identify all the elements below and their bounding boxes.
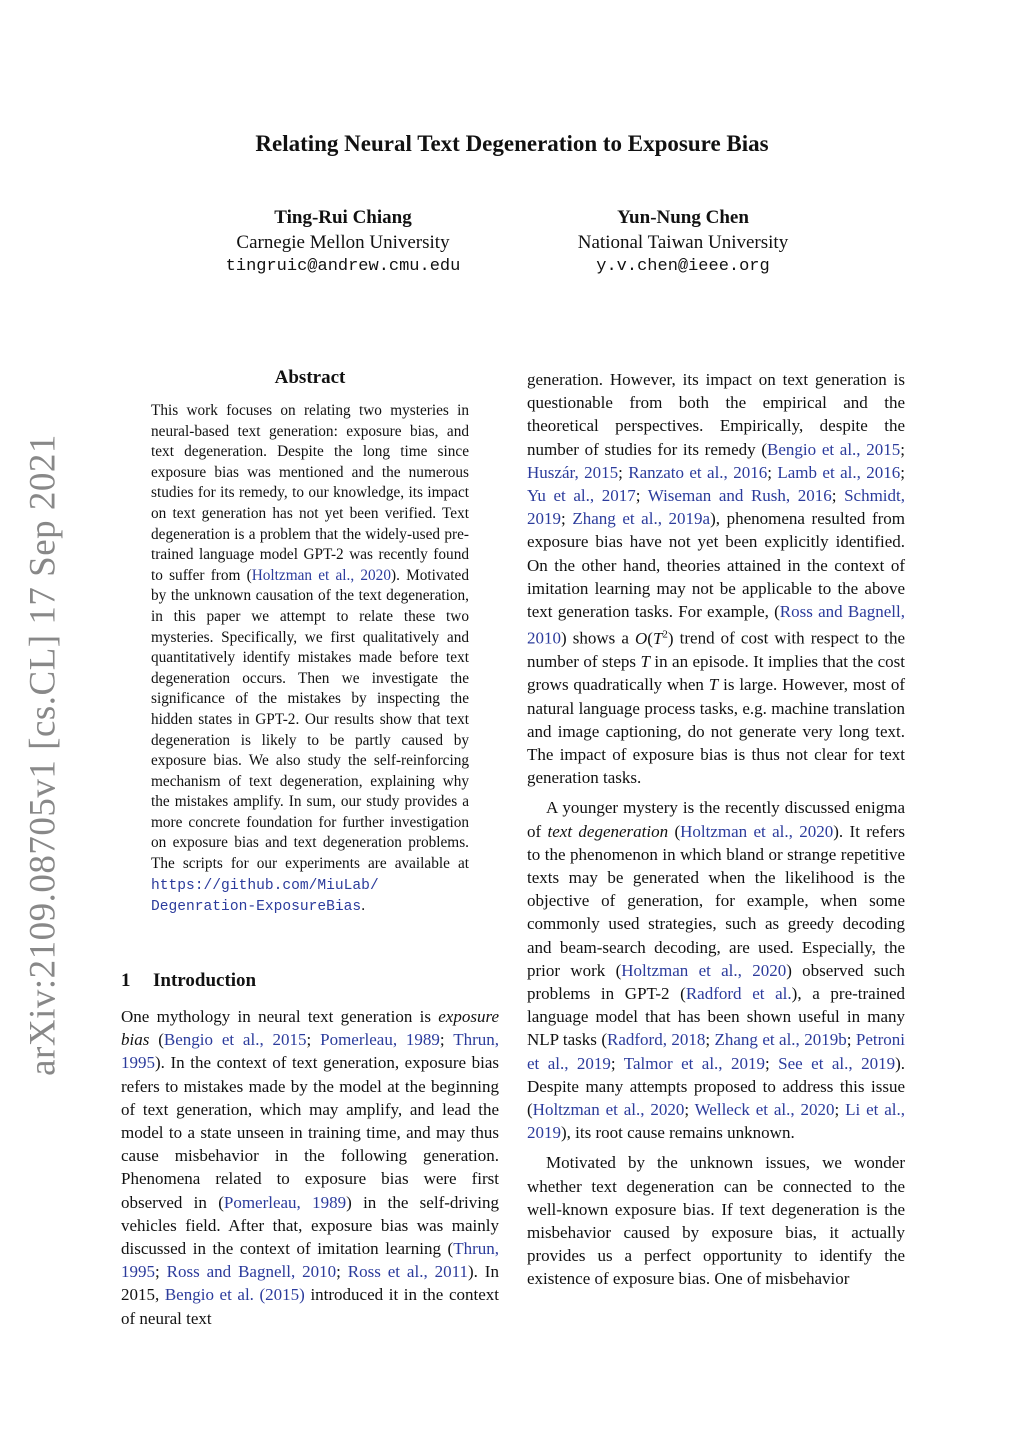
author-block-1 xyxy=(183,206,503,280)
math-symbol: T xyxy=(708,675,719,695)
body-text: is large. However, most of natural language process tasks, e.g. machine translation and image captioning, do not generate very long text. The impact of exposure bias is thus not clear for text generation tasks. xyxy=(527,675,905,788)
citation-link[interactable]: Thrun, 1995 xyxy=(121,1239,499,1282)
body-text: ; xyxy=(635,486,648,506)
author-email[interactable]: y.v.chen@ieee.org xyxy=(596,257,770,276)
math-symbol: T xyxy=(640,652,650,672)
right-column xyxy=(527,368,905,1298)
math-symbol: ( xyxy=(647,628,653,648)
body-text: ; xyxy=(610,1053,624,1073)
body-text: ; xyxy=(439,1030,454,1050)
author-affiliation: Carnegie Mellon University xyxy=(236,231,450,253)
citation-link[interactable]: Yu et al., 2017 xyxy=(527,486,636,506)
citation-link[interactable]: Holtzman et al., 2020 xyxy=(251,566,391,584)
body-text: ; xyxy=(561,509,573,529)
author-email[interactable]: tingruic@andrew.cmu.edu xyxy=(225,257,461,276)
abstract-body xyxy=(151,401,469,918)
body-text: ) shows a xyxy=(561,628,635,648)
github-url-link-cont[interactable]: Degenration-ExposureBias xyxy=(151,899,362,916)
math-exponent: 2 xyxy=(662,628,668,641)
citation-link[interactable]: Lamb et al., 2016 xyxy=(777,462,901,482)
body-text: ( xyxy=(149,1030,164,1050)
abstract-text: ). Motivated by the unknown causation of the text degeneration, in this paper we attempt to relate these two mysteries. Specifically, we first qualitatively and quantitatively identify mistakes made before text degeneration occurs. Then we investigate the significance of the mistakes by inspecting the hidden states in GPT-2. Our results show that text degeneration is likely to be partly caused by exposure bias. We also study the self-reinforcing mechanism of text degeneration, explaining why the mistakes amplify. In sum, our study provides a more concrete foundation for further investigation on exposure bias and text degeneration problems. The scripts for our experiments are available at xyxy=(151,566,469,873)
body-text: ; xyxy=(834,1099,846,1119)
citation-link[interactable]: Welleck et al., 2020 xyxy=(694,1099,835,1119)
body-text: A younger mystery is the recently discussed enigma of xyxy=(527,798,905,841)
body-text: ) observed such problems in GPT-2 ( xyxy=(527,960,905,1003)
body-text: ( xyxy=(668,821,681,841)
author-affiliation: National Taiwan University xyxy=(577,231,789,253)
math-big-o xyxy=(635,629,674,648)
body-text: ; xyxy=(831,486,845,506)
body-text: ) in the self-driving vehicles field. After that, exposure bias was mainly discussed in the context of imitation learning ( xyxy=(121,1192,499,1259)
github-url-link[interactable]: https://github.com/MiuLab/ xyxy=(151,877,379,894)
math-symbol: O xyxy=(634,628,648,648)
intro-paragraph xyxy=(121,1005,499,1330)
citation-link[interactable]: Bengio et al., 2015 xyxy=(767,439,901,459)
body-text: ; xyxy=(900,439,905,459)
citation-link[interactable]: Li et al., 2019 xyxy=(527,1099,905,1143)
citation-link[interactable]: Holtzman et al., 2020 xyxy=(680,821,834,841)
body-text: ), its root cause remains unknown. xyxy=(561,1123,795,1143)
body-text: ; xyxy=(336,1262,348,1282)
abstract-text: . xyxy=(361,897,366,915)
body-text: trend of cost with respect to the number of steps xyxy=(527,628,906,672)
body-text: One mythology in neural text generation is xyxy=(121,1007,439,1026)
body-text: in an episode. It implies that the cost grows quadratically when xyxy=(527,652,906,695)
citation-link[interactable]: Ross and Bagnell, 2010 xyxy=(166,1262,337,1282)
body-text: ). In 2015, xyxy=(121,1262,499,1305)
citation-link[interactable]: Thrun, 1995 xyxy=(121,1030,499,1073)
citation-link[interactable]: Ranzato et al., 2016 xyxy=(628,462,768,482)
emphasis-text: text degeneration xyxy=(547,821,669,841)
body-text: ; xyxy=(684,1099,695,1119)
emphasis-text: exposure bias xyxy=(121,1007,499,1050)
body-text: ; xyxy=(846,1030,856,1050)
body-text: ; xyxy=(155,1262,167,1282)
citation-link[interactable]: Holtzman et al., 2020 xyxy=(532,1099,685,1119)
citation-link[interactable]: Ross et al., 2011 xyxy=(347,1262,468,1282)
body-text: generation. However, its impact on text generation is questionable from both the empirical and the theoretical perspectives. Empirically, despite the number of studies for its remedy ( xyxy=(527,370,905,459)
citation-link[interactable]: See et al., 2019 xyxy=(778,1053,896,1073)
abstract-heading: Abstract xyxy=(274,367,346,388)
section-heading xyxy=(121,970,256,992)
abstract-text: This work focuses on relating two mysteries in neural-based text generation: exposure bias, and text degeneration. Despite the long time since exposure bias was mentioned and the numerous studies for its remedy, to our knowledge, its impact on text generation has not yet been verified. Text degeneration is a problem that the widely-used pre-trained language model GPT-2 was recently found to suffer from ( xyxy=(151,402,469,584)
section-number: 1 xyxy=(121,970,131,991)
body-text: ; xyxy=(306,1030,321,1050)
math-symbol: ) xyxy=(667,628,674,648)
citation-link[interactable]: Wiseman and Rush, 2016 xyxy=(647,486,832,506)
math-symbol: T xyxy=(652,628,663,648)
citation-link[interactable]: Bengio et al. (2015) xyxy=(164,1285,305,1305)
citation-link[interactable]: Petroni et al., 2019 xyxy=(527,1030,905,1073)
paper-title: Relating Neural Text Degeneration to Exposure Bias xyxy=(255,131,769,156)
citation-link[interactable]: Zhang et al., 2019a xyxy=(572,509,711,529)
citation-link[interactable]: Zhang et al., 2019b xyxy=(714,1030,847,1050)
body-text: ), phenomena resulted from exposure bias have not yet been explicitly identified. On the other hand, theories attained in the context of imitation learning may not be applicable to the above text generation tasks. For example, ( xyxy=(527,509,905,622)
citation-link[interactable]: Talmor et al., 2019 xyxy=(623,1053,765,1073)
citation-link[interactable]: Pomerleau, 1989 xyxy=(320,1030,440,1050)
body-text: ). It refers to the phenomenon in which bland or strange repetitive texts may be generated when the likelihood is the objective of generation, for example, when some commonly used strategies, such as greedy decoding and beam-search decoding, are used. Especially, the prior work ( xyxy=(527,821,905,980)
citation-link[interactable]: Schmidt, 2019 xyxy=(527,486,905,529)
body-text: ; xyxy=(765,1053,779,1073)
body-text: ; xyxy=(900,462,905,482)
arxiv-identifier: arXiv:2109.08705v1 [cs.CL] 17 Sep 2021 xyxy=(22,434,64,1076)
body-text: ). Despite many attempts proposed to address this issue ( xyxy=(527,1053,905,1119)
body-text: ; xyxy=(767,462,778,482)
author-block-2 xyxy=(523,206,843,280)
body-text: ). In the context of text generation, exposure bias refers to mistakes made by the model at the beginning of text generation, which may amplify, and lead the model to a state unseen in training time, and may thus cause misbehavior in the following generation. Phenomena related to exposure bias were first observed in ( xyxy=(121,1053,499,1212)
body-text: ; xyxy=(705,1030,715,1050)
arxiv-sidebar-stamp xyxy=(18,434,68,1076)
citation-link[interactable]: Ross and Bagnell, 2010 xyxy=(527,602,905,648)
citation-link[interactable]: Radford, 2018 xyxy=(606,1030,706,1050)
body-text: ; xyxy=(618,462,629,482)
paragraph-degeneration xyxy=(527,796,905,1144)
citation-link[interactable]: Radford et al. xyxy=(685,983,792,1003)
paragraph-impact xyxy=(527,368,905,789)
citation-link[interactable]: Pomerleau, 1989 xyxy=(223,1192,347,1212)
author-name: Yun-Nung Chen xyxy=(617,207,749,228)
citation-link[interactable]: Holtzman et al., 2020 xyxy=(621,960,787,980)
author-name: Ting-Rui Chiang xyxy=(274,207,412,228)
body-text: ), a pre-trained language model that has been shown useful in many NLP tasks ( xyxy=(527,983,905,1050)
section-title: Introduction xyxy=(153,970,257,991)
body-text: introduced it in the context of neural text xyxy=(121,1285,499,1328)
citation-link[interactable]: Huszár, 2015 xyxy=(527,462,619,482)
paragraph-motivation: Motivated by the unknown issues, we wonder whether text degeneration can be connected to the well-known exposure bias. If text degeneration is the misbehavior caused by exposure bias, it actually provides us a perfect opportunity to identify the existence of exposure bias. One of misbehavior xyxy=(527,1153,905,1289)
citation-link[interactable]: Bengio et al., 2015 xyxy=(163,1030,307,1050)
